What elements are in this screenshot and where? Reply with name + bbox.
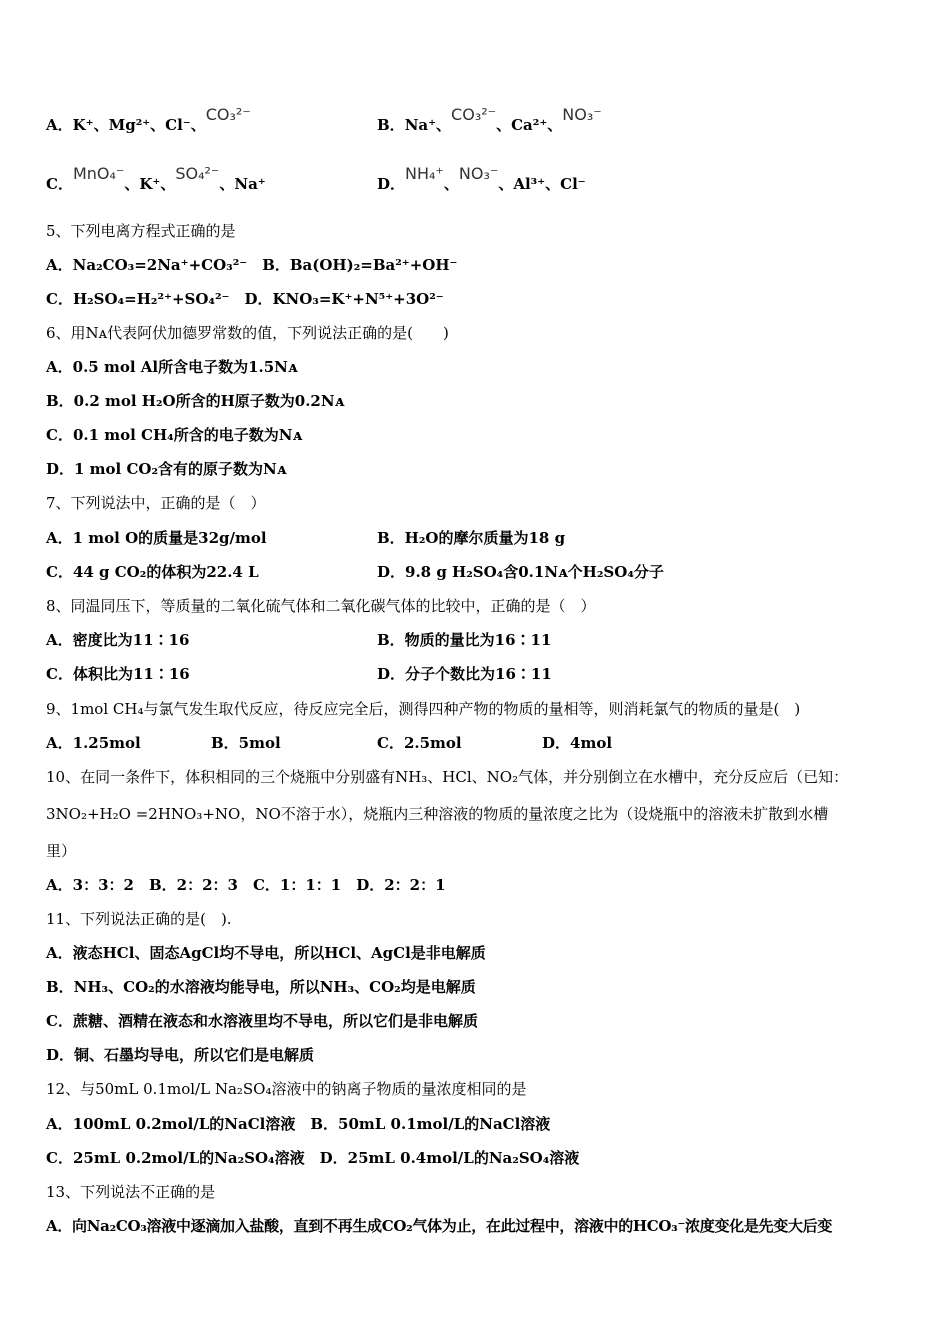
q4-b-ion2: 、Ca²⁺、 <box>496 116 563 134</box>
q4-b-label: B． <box>377 116 405 134</box>
q8-option-a: A．密度比为11∶16 <box>46 631 190 649</box>
q4-option-c <box>46 164 266 194</box>
q13-option-a-text: A．向Na₂CO₃溶液中逐滴加入盐酸，直到不再生成CO₂气体为止，在此过程中，溶液中的HCO₃⁻浓度变化是先变大后变 <box>46 1217 833 1235</box>
q13-option-a <box>46 1216 832 1236</box>
q4-option-d <box>377 164 586 194</box>
q6-option-a: A．0.5 mol Al所含电子数为1.5Nᴀ <box>46 358 298 376</box>
q4-a-label: A． <box>46 116 73 134</box>
q4-b-carbonate: CO₃²⁻ <box>451 105 497 124</box>
q4-d-ion2: 、Al³⁺、Cl⁻ <box>498 175 586 193</box>
q10-options: A．3：3：2 B．2：2：3 C．1：1：1 D．2：2：1 <box>46 876 446 894</box>
q4-option-a <box>46 105 251 135</box>
q10-stem-line3: 里） <box>46 842 77 860</box>
q6-option-b: B．0.2 mol H₂O所含的H原子数为0.2Nᴀ <box>46 392 345 410</box>
q4-d-nitrate: NO₃⁻ <box>458 164 499 183</box>
q8-option-b: B．物质的量比为16∶11 <box>377 631 552 649</box>
q8-option-c: C．体积比为11∶16 <box>46 665 190 683</box>
q7-option-a: A．1 mol O的质量是32g/mol <box>46 529 267 547</box>
q4-b-ion1: Na⁺、 <box>404 116 452 134</box>
q9-option-d: D．4mol <box>542 734 613 752</box>
q7-option-c: C．44 g CO₂的体积为22.4 L <box>46 563 259 581</box>
q4-c-sulfate: SO₄²⁻ <box>175 164 220 183</box>
q11-option-b: B．NH₃、CO₂的水溶液均能导电，所以NH₃、CO₂均是电解质 <box>46 978 476 996</box>
q4-c-ion2: 、Na⁺ <box>219 175 266 193</box>
q13-stem: 13、下列说法不正确的是 <box>46 1183 216 1201</box>
q11-option-a: A．液态HCl、固态AgCl均不导电，所以HCl、AgCl是非电解质 <box>46 944 486 962</box>
q4-c-ion1: 、K⁺、 <box>124 175 176 193</box>
q4-b-nitrate: NO₃⁻ <box>562 105 602 124</box>
q9-option-a: A．1.25mol <box>46 734 141 752</box>
q11-option-c: C．蔗糖、酒精在液态和水溶液里均不导电，所以它们是非电解质 <box>46 1012 478 1030</box>
q10-stem-line2: 3NO₂+H₂O =2HNO₃+NO，NO不溶于水），烧瓶内三种溶液的物质的量浓度之比为（设烧瓶中的溶液未扩散到水槽 <box>46 805 829 823</box>
q4-a-carbonate: CO₃²⁻ <box>205 105 251 124</box>
q12-options-row2: C．25mL 0.2mol/L的Na₂SO₄溶液 D．25mL 0.4mol/L的Na₂SO₄溶液 <box>46 1149 580 1167</box>
q5-options-row2: C．H₂SO₄=H₂²⁺+SO₄²⁻ D．KNO₃=K⁺+N⁵⁺+3O²⁻ <box>46 290 444 308</box>
q4-a-ions: K⁺、Mg²⁺、Cl⁻、 <box>72 116 206 134</box>
q11-option-d: D．铜、石墨均导电，所以它们是电解质 <box>46 1046 315 1064</box>
q5-stem: 5、下列电离方程式正确的是 <box>46 222 236 240</box>
q4-option-b <box>377 105 602 135</box>
q7-option-b: B．H₂O的摩尔质量为18 g <box>377 529 566 547</box>
q4-d-label: D． <box>377 175 406 193</box>
q6-option-c: C．0.1 mol CH₄所含的电子数为Nᴀ <box>46 426 303 444</box>
q6-stem: 6、用Nᴀ代表阿伏加德罗常数的值，下列说法正确的是( ) <box>46 324 449 342</box>
q8-option-d: D．分子个数比为16∶11 <box>377 665 552 683</box>
q9-stem: 9、1mol CH₄与氯气发生取代反应，待反应完全后，测得四种产物的物质的量相等，则消耗氯气的物质的量是( ) <box>46 700 801 718</box>
q12-stem: 12、与50mL 0.1mol/L Na₂SO₄溶液中的钠离子物质的量浓度相同的是 <box>46 1080 527 1098</box>
q6-option-d: D．1 mol CO₂含有的原子数为Nᴀ <box>46 460 287 478</box>
q4-d-ammonium: NH₄⁺ <box>405 164 444 183</box>
q9-option-c: C．2.5mol <box>377 734 462 752</box>
q7-option-d: D．9.8 g H₂SO₄含0.1Nᴀ个H₂SO₄分子 <box>377 563 664 581</box>
q9-option-b: B．5mol <box>211 734 281 752</box>
q11-stem: 11、下列说法正确的是( ). <box>46 910 232 928</box>
q4-c-permanganate: MnO₄⁻ <box>72 164 125 183</box>
q5-options-row1: A．Na₂CO₃=2Na⁺+CO₃²⁻ B．Ba(OH)₂=Ba²⁺+OH⁻ <box>46 256 458 274</box>
q10-stem-line1: 10、在同一条件下，体积相同的三个烧瓶中分别盛有NH₃、HCl、NO₂气体，并分别倒立在水槽中，充分反应后（已知： <box>46 768 849 786</box>
q7-stem: 7、下列说法中，正确的是（ ） <box>46 494 266 512</box>
q12-options-row1: A．100mL 0.2mol/L的NaCl溶液 B．50mL 0.1mol/L的NaCl溶液 <box>46 1115 551 1133</box>
q4-c-label: C． <box>46 175 73 193</box>
q8-stem: 8、同温同压下，等质量的二氧化硫气体和二氧化碳气体的比较中，正确的是（ ） <box>46 597 596 615</box>
q4-d-ion1: 、 <box>443 175 459 193</box>
